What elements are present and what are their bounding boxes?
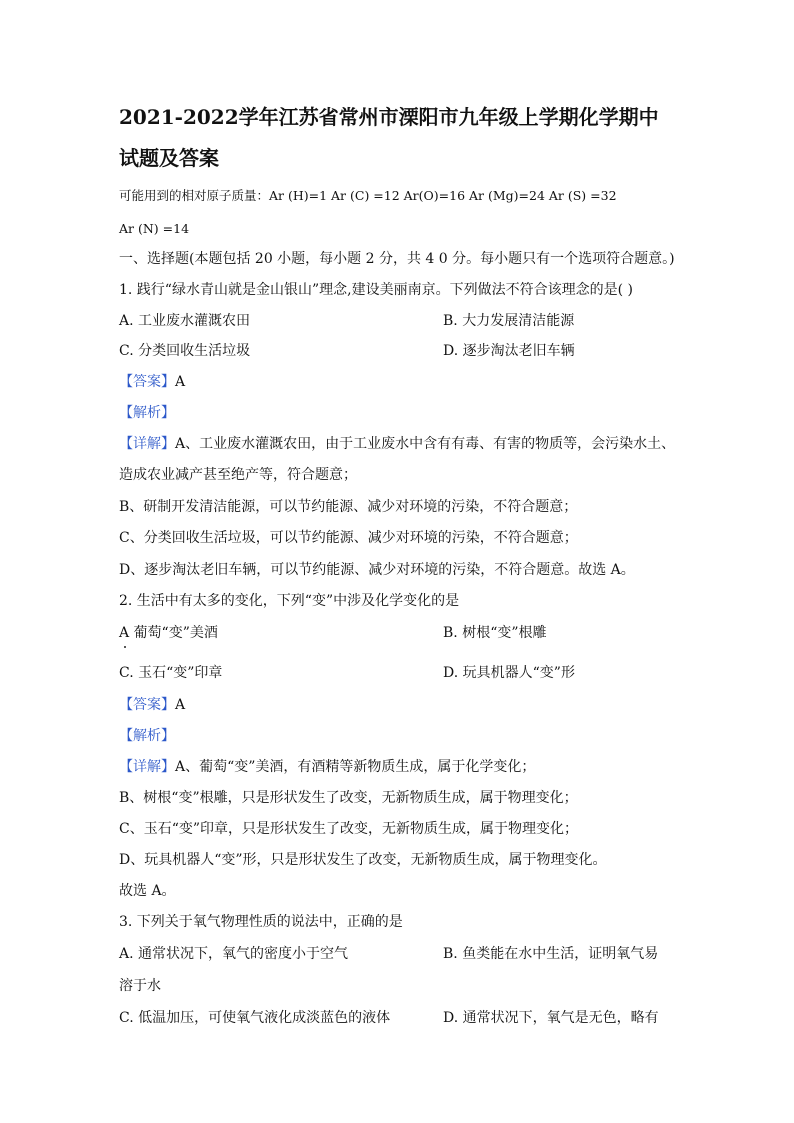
- detail-text: A、葡萄“变”美酒，有酒精等新物质生成，属于化学变化；: [175, 759, 536, 775]
- answer-value: A: [175, 697, 186, 713]
- answer-tag: 【答案】: [119, 374, 175, 390]
- q1-analysis-tag: 【解析】: [119, 405, 175, 421]
- q2-option-d: D. 玩具机器人“变”形: [443, 665, 575, 681]
- q1-detail-d: D、逐步淘汰老旧车辆，可以节约能源、减少对环境的污染，不符合题意。故选 A。: [119, 562, 635, 578]
- q3-option-c: C. 低温加压，可使氧气液化成淡蓝色的液体: [119, 1010, 391, 1026]
- atomic-mass-line-2: Ar (N) =14: [119, 221, 190, 236]
- q1-option-d: D. 逐步淘汰老旧车辆: [443, 343, 575, 359]
- q2-detail-c: C、玉石“变”印章，只是形状发生了改变，无新物质生成，属于物理变化；: [119, 821, 579, 837]
- atomic-mass-line-1: 可能用到的相对原子质量：Ar (H)=1 Ar (C) =12 Ar(O)=16 Ar (Mg)=24 Ar (S) =32: [119, 188, 617, 203]
- section-heading: 一、选择题(本题包括 20 小题，每小题 2 分，共 4 0 分。每小题只有一个选项符合题意。): [119, 251, 675, 267]
- q2-answer: [119, 696, 185, 714]
- q2-detail-d: D、玩具机器人“变”形，只是形状发生了改变，无新物质生成，属于物理变化。: [119, 852, 607, 868]
- q1-stem: 1. 践行“绿水青山就是金山银山”理念,建设美丽南京。下列做法不符合该理念的是( ): [119, 282, 633, 298]
- q2-option-b: B. 树根“变”根雕: [443, 625, 547, 641]
- detail-text: A、工业废水灌溉农田，由于工业废水中含有有毒、有害的物质等，会污染水土、: [175, 436, 676, 452]
- q1-option-c: C. 分类回收生活垃圾: [119, 343, 251, 359]
- q2-detail-a: [119, 758, 535, 776]
- q1-option-b: B. 大力发展清洁能源: [443, 313, 575, 329]
- q2-option-c: C. 玉石“变”印章: [119, 665, 223, 681]
- document-title-line-1: 2021-2022学年江苏省常州市溧阳市九年级上学期化学期中: [119, 105, 659, 129]
- answer-value: A: [175, 374, 186, 390]
- q3-option-b-continued: 溶于水: [119, 978, 161, 994]
- q1-detail-b: B、研制开发清洁能源，可以节约能源、减少对环境的污染，不符合题意；: [119, 499, 578, 515]
- detail-tag: 【详解】: [119, 436, 175, 452]
- q1-detail-a-line-2: 造成农业减产甚至绝产等，符合题意；: [119, 467, 357, 483]
- q3-option-b: B. 鱼类能在水中生活，证明氧气易: [443, 946, 659, 962]
- option-dot-mark: [124, 646, 126, 648]
- q1-answer: [119, 373, 185, 391]
- q2-option-a: A 葡萄“变”美酒: [119, 625, 218, 641]
- q2-detail-b: B、树根“变”根雕，只是形状发生了改变，无新物质生成，属于物理变化；: [119, 790, 578, 806]
- q2-conclusion: 故选 A。: [119, 883, 176, 899]
- document-title-line-2: 试题及答案: [119, 146, 219, 170]
- detail-tag: 【详解】: [119, 759, 175, 775]
- q2-analysis-tag: 【解析】: [119, 728, 175, 744]
- q3-stem: 3. 下列关于氧气物理性质的说法中，正确的是: [119, 914, 403, 930]
- answer-tag: 【答案】: [119, 697, 175, 713]
- q2-stem: 2. 生活中有太多的变化，下列“变”中涉及化学变化的是: [119, 593, 460, 609]
- q3-option-a: A. 通常状况下，氧气的密度小于空气: [119, 946, 349, 962]
- q1-detail-c: C、分类回收生活垃圾，可以节约能源、减少对环境的污染，不符合题意；: [119, 530, 578, 546]
- q1-detail-a-line-1: [119, 435, 675, 453]
- q1-option-a: A. 工业废水灌溉农田: [119, 313, 251, 329]
- q3-option-d: D. 通常状况下，氧气是无色，略有: [443, 1010, 659, 1026]
